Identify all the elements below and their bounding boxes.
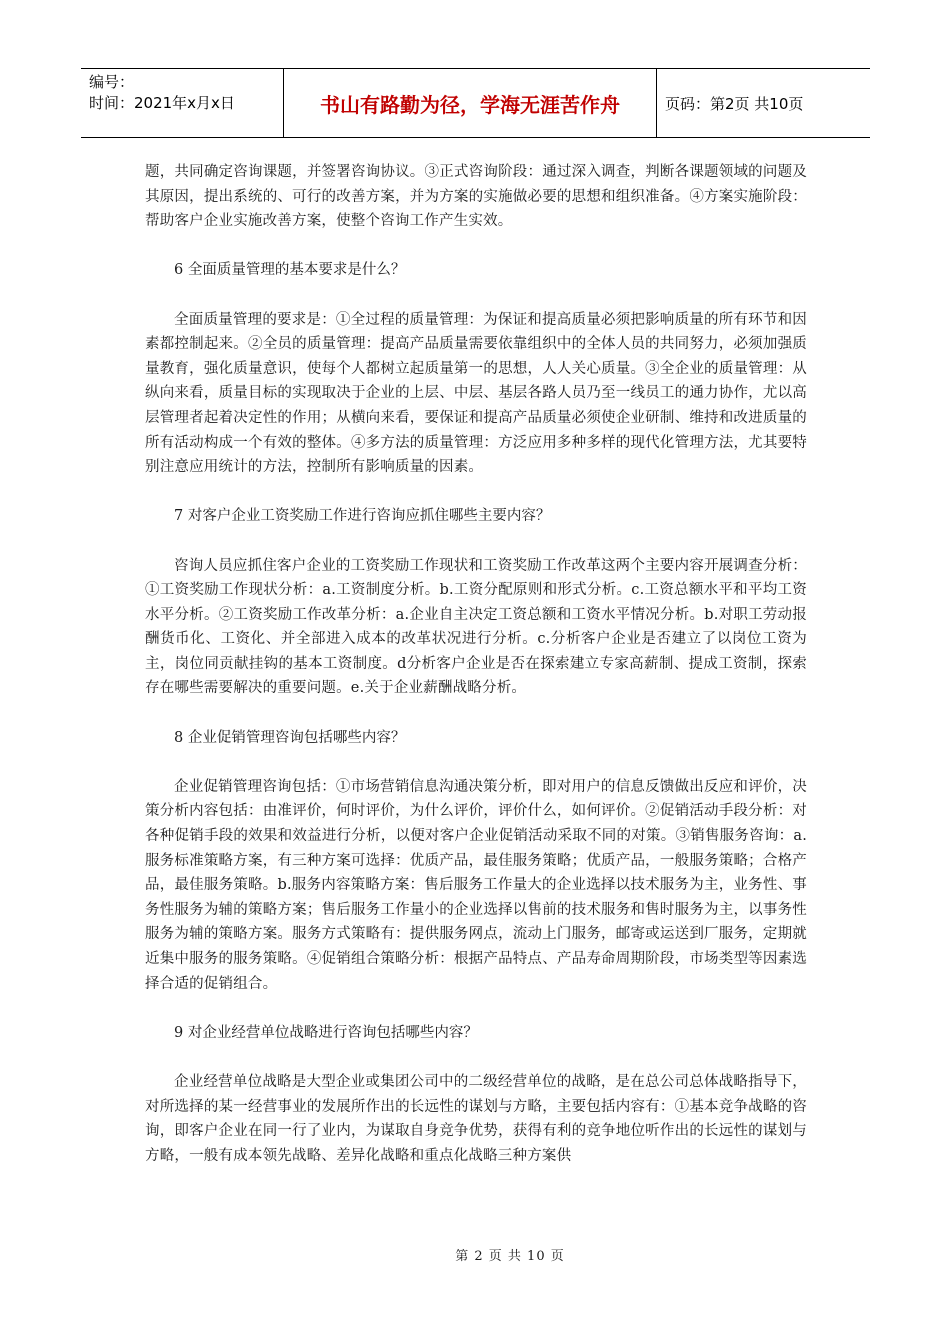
question-7: 7 对客户企业工资奖励工作进行咨询应抓住哪些主要内容？ [174, 508, 551, 525]
header-motto: 书山有路勤为径，学海无涯苦作舟 [284, 69, 657, 137]
answer-6: 全面质量管理的要求是：①全过程的质量管理：为保证和提高质量必须把影响质量的所有环节和因素都控制起来。②全员的质量管理：提高产品质量需要依靠组织中的全体人员的共同努力，必须加强质量教育，强化质量意识，使每个人都树立起质量第一的思想，人人关心质量。③全企业的质量管理：从纵向来看，质量目标的实现取决于企业的上层、中层、基层各路人员乃至一线员工的通力协作，尤以高层管理者起着决定性的作用；从横向来看，要保证和提高产品质量必须使企业研制、维持和改进质量的所有活动构成一个有效的整体。④多方法的质量管理：方泛应用多种多样的现代化管理方法，尤其要特别注意应用统计的方法，控制所有影响质量的因素。 [145, 311, 807, 476]
answer-8: 企业促销管理咨询包括：①市场营销信息沟通决策分析，即对用户的信息反馈做出反应和评价，决策分析内容包括：由准评价，何时评价，为什么评价，评价什么，如何评价。②促销活动手段分析：对各种促销手段的效果和效益进行分析，以便对客户企业促销活动采取不同的对策。③销售服务咨询：a.服务标准策略方案，有三种方案可选择：优质产品，最佳服务策略；优质产品，一般服务策略；合格产品，最佳服务策略。b.服务内容策略方案：售后服务工作量大的企业选择以技术服务为主，业务性、事务性服务为辅的策略方案；售后服务工作量小的企业选择以售前的技术服务和售时服务为主，以事务性服务为辅的策略方案。服务方式策略有：提供服务网点，流动上门服务，邮寄或运送到厂服务，定期就近集中服务的服务策略。④促销组合策略分析：根据产品特点、产品寿命周期阶段，市场类型等因素选择合适的促销组合。 [145, 778, 807, 992]
document-body [145, 160, 807, 1168]
header-info-cell [81, 69, 284, 137]
time-label: 时间：2021年x月x日 [89, 94, 235, 112]
answer-7: 咨询人员应抓住客户企业的工资奖励工作现状和工资奖励工作改革这两个主要内容开展调查分析：①工资奖励工作现状分析：a.工资制度分析。b.工资分配原则和形式分析。c.工资总额水平和平均工资水平分析。②工资奖励工作改革分析：a.企业自主决定工资总额和工资水平情况分析。b.对职工劳动报酬货币化、工资化、并全部进入成本的改革状况进行分析。c.分析客户企业是否建立了以岗位工资为主，岗位同贡献挂钩的基本工资制度。d分析客户企业是否在探索建立专家高薪制、提成工资制，探索存在哪些需要解决的重要问题。e.关于企业薪酬战略分析。 [145, 557, 807, 697]
question-9: 9 对企业经营单位战略进行咨询包括哪些内容？ [174, 1024, 478, 1041]
page-header [81, 68, 870, 138]
paragraph-intro: 题，共同确定咨询课题，并签署咨询协议。③正式咨询阶段：通过深入调查，判断各课题领域的问题及其原因，提出系统的、可行的改善方案，并为方案的实施做必要的思想和组织准备。④方案实施阶段：帮助客户企业实施改善方案，使整个咨询工作产生实效。 [145, 164, 807, 230]
footer-page-number: 第 2 页 共 10 页 [455, 1249, 565, 1264]
question-6: 6 全面质量管理的基本要求是什么？ [174, 262, 406, 279]
number-label: 编号： [89, 73, 135, 91]
header-page-label: 页码：第2页 共10页 [665, 94, 804, 113]
page-footer [0, 1245, 950, 1264]
question-8: 8 企业促销管理咨询包括哪些内容？ [174, 729, 406, 746]
answer-9: 企业经营单位战略是大型企业或集团公司中的二级经营单位的战略，是在总公司总体战略指导下，对所选择的某一经营事业的发展所作出的长远性的谋划与方略，主要包括内容有：①基本竞争战略的咨询，即客户企业在同一行了业内，为谋取自身竞争优势，获得有利的竞争地位听作出的长远性的谋划与方略，一般有成本领先战略、差异化战略和重点化战略三种方案供 [145, 1073, 807, 1164]
